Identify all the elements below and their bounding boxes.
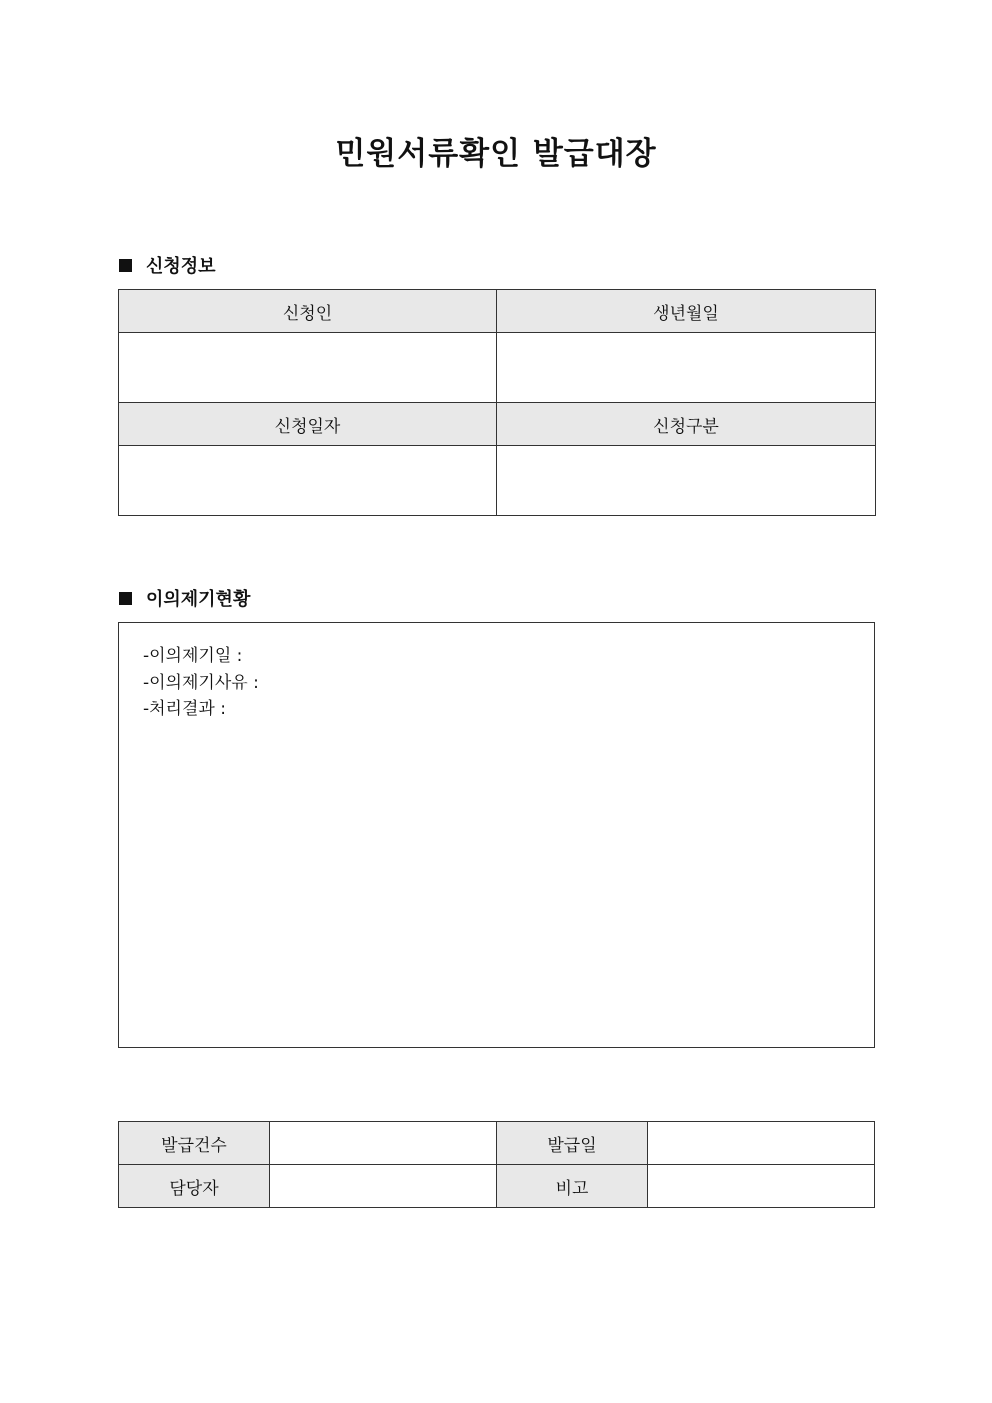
issuance-table [118,1121,875,1208]
objection-lines [143,643,259,723]
manager-label: 담당자 [119,1165,270,1208]
application-date-label: 신청일자 [119,403,497,446]
objection-date-line: -이의제기일 : [143,646,243,666]
objection-reason-line: -이의제기사유 : [143,672,259,693]
applicant-label: 신청인 [119,290,497,333]
birth-date-label: 생년월일 [497,290,876,333]
black-square-icon [119,592,132,605]
applicant-field[interactable] [119,333,497,403]
remarks-field[interactable] [648,1165,875,1208]
application-type-label: 신청구분 [497,403,876,446]
birth-date-field[interactable] [497,333,876,403]
application-type-field[interactable] [497,446,876,516]
objection-status-box[interactable] [118,622,875,1048]
application-date-field[interactable] [119,446,497,516]
objection-status-heading-text: 이의제기현황 [146,589,251,610]
remarks-label: 비고 [497,1165,648,1208]
applicant-info-heading-text: 신청정보 [146,256,216,277]
objection-status-heading [119,586,250,610]
issue-count-field[interactable] [270,1122,497,1165]
issue-count-label: 발급건수 [119,1122,270,1165]
black-square-icon [119,259,132,272]
applicant-info-heading [119,253,216,277]
document-title: 민원서류확인 발급대장 [335,136,657,172]
processing-result-line: -처리결과 : [143,699,226,719]
issue-date-label: 발급일 [497,1122,648,1165]
applicant-info-table [118,289,876,516]
manager-field[interactable] [270,1165,497,1208]
issue-date-field[interactable] [648,1122,875,1165]
